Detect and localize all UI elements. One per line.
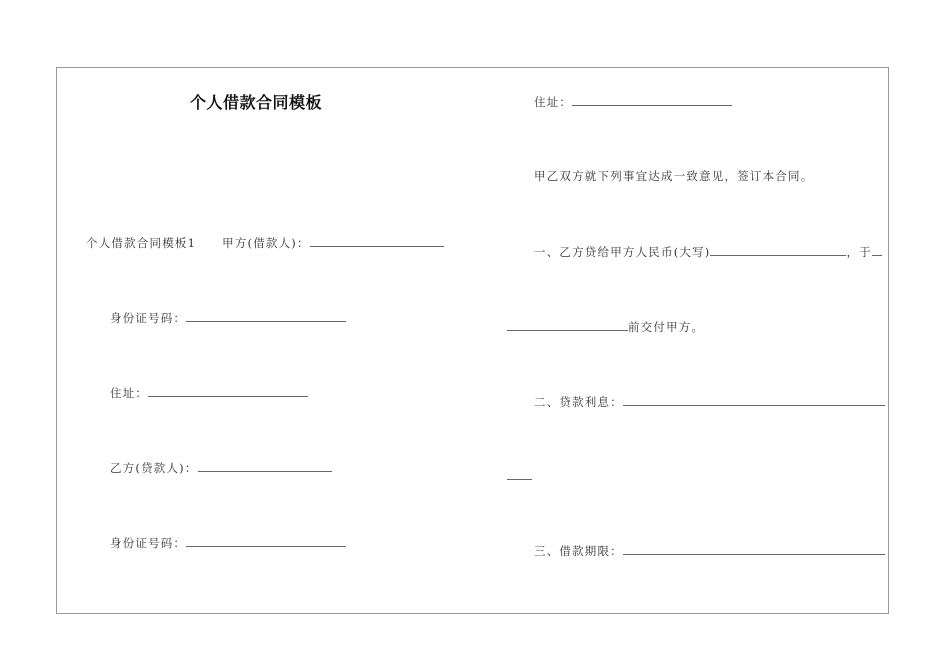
party-b-address-line [534, 93, 732, 110]
clause3-line [534, 542, 885, 559]
party-a-id-line [110, 309, 346, 326]
party-b-line [110, 459, 332, 476]
clause3-label: 三、借款期限： [534, 544, 623, 558]
party-a-id-blank[interactable] [186, 309, 346, 322]
interest-blank[interactable] [623, 393, 885, 406]
party-b-address-blank[interactable] [572, 93, 732, 106]
loan-amount-blank[interactable] [710, 243, 846, 256]
clause2-continuation-line [507, 467, 532, 483]
party-b-id-blank[interactable] [186, 534, 346, 547]
delivery-date-blank[interactable] [507, 318, 628, 331]
clause1-end: 前交付甲方。 [628, 320, 705, 334]
clause1-text: 一、乙方贷给甲方人民币(大写) [534, 245, 711, 259]
party-a-address-blank[interactable] [148, 384, 308, 397]
clause1-continuation-line [507, 318, 704, 335]
interest-blank-continuation[interactable] [507, 467, 532, 480]
clause2-line [534, 393, 885, 410]
loan-term-blank[interactable] [623, 542, 885, 555]
document-title: 个人借款合同模板 [190, 93, 323, 112]
party-b-address-label: 住址： [534, 95, 573, 109]
agreement-statement: 甲乙双方就下列事宜达成一致意见，签订本合同。 [534, 169, 814, 183]
party-b-id-line [110, 534, 346, 551]
party-a-blank[interactable] [310, 234, 444, 247]
agreement-statement-line [534, 168, 813, 184]
party-b-id-label: 身份证号码： [110, 536, 187, 550]
party-a-label: 甲方(借款人)： [222, 236, 310, 250]
clause1-line [534, 243, 882, 260]
clause1-middle: ，于 [846, 245, 872, 259]
delivery-date-blank-start[interactable] [872, 243, 882, 256]
heading-prefix: 个人借款合同模板1 [86, 236, 197, 250]
document-page [56, 67, 889, 614]
party-a-id-label: 身份证号码： [110, 311, 187, 325]
party-a-line [86, 234, 444, 251]
clause2-label: 二、贷款利息： [534, 395, 623, 409]
party-b-label: 乙方(贷款人)： [110, 461, 198, 475]
party-a-address-line [110, 384, 308, 401]
party-b-blank[interactable] [198, 459, 332, 472]
party-a-address-label: 住址： [110, 386, 149, 400]
